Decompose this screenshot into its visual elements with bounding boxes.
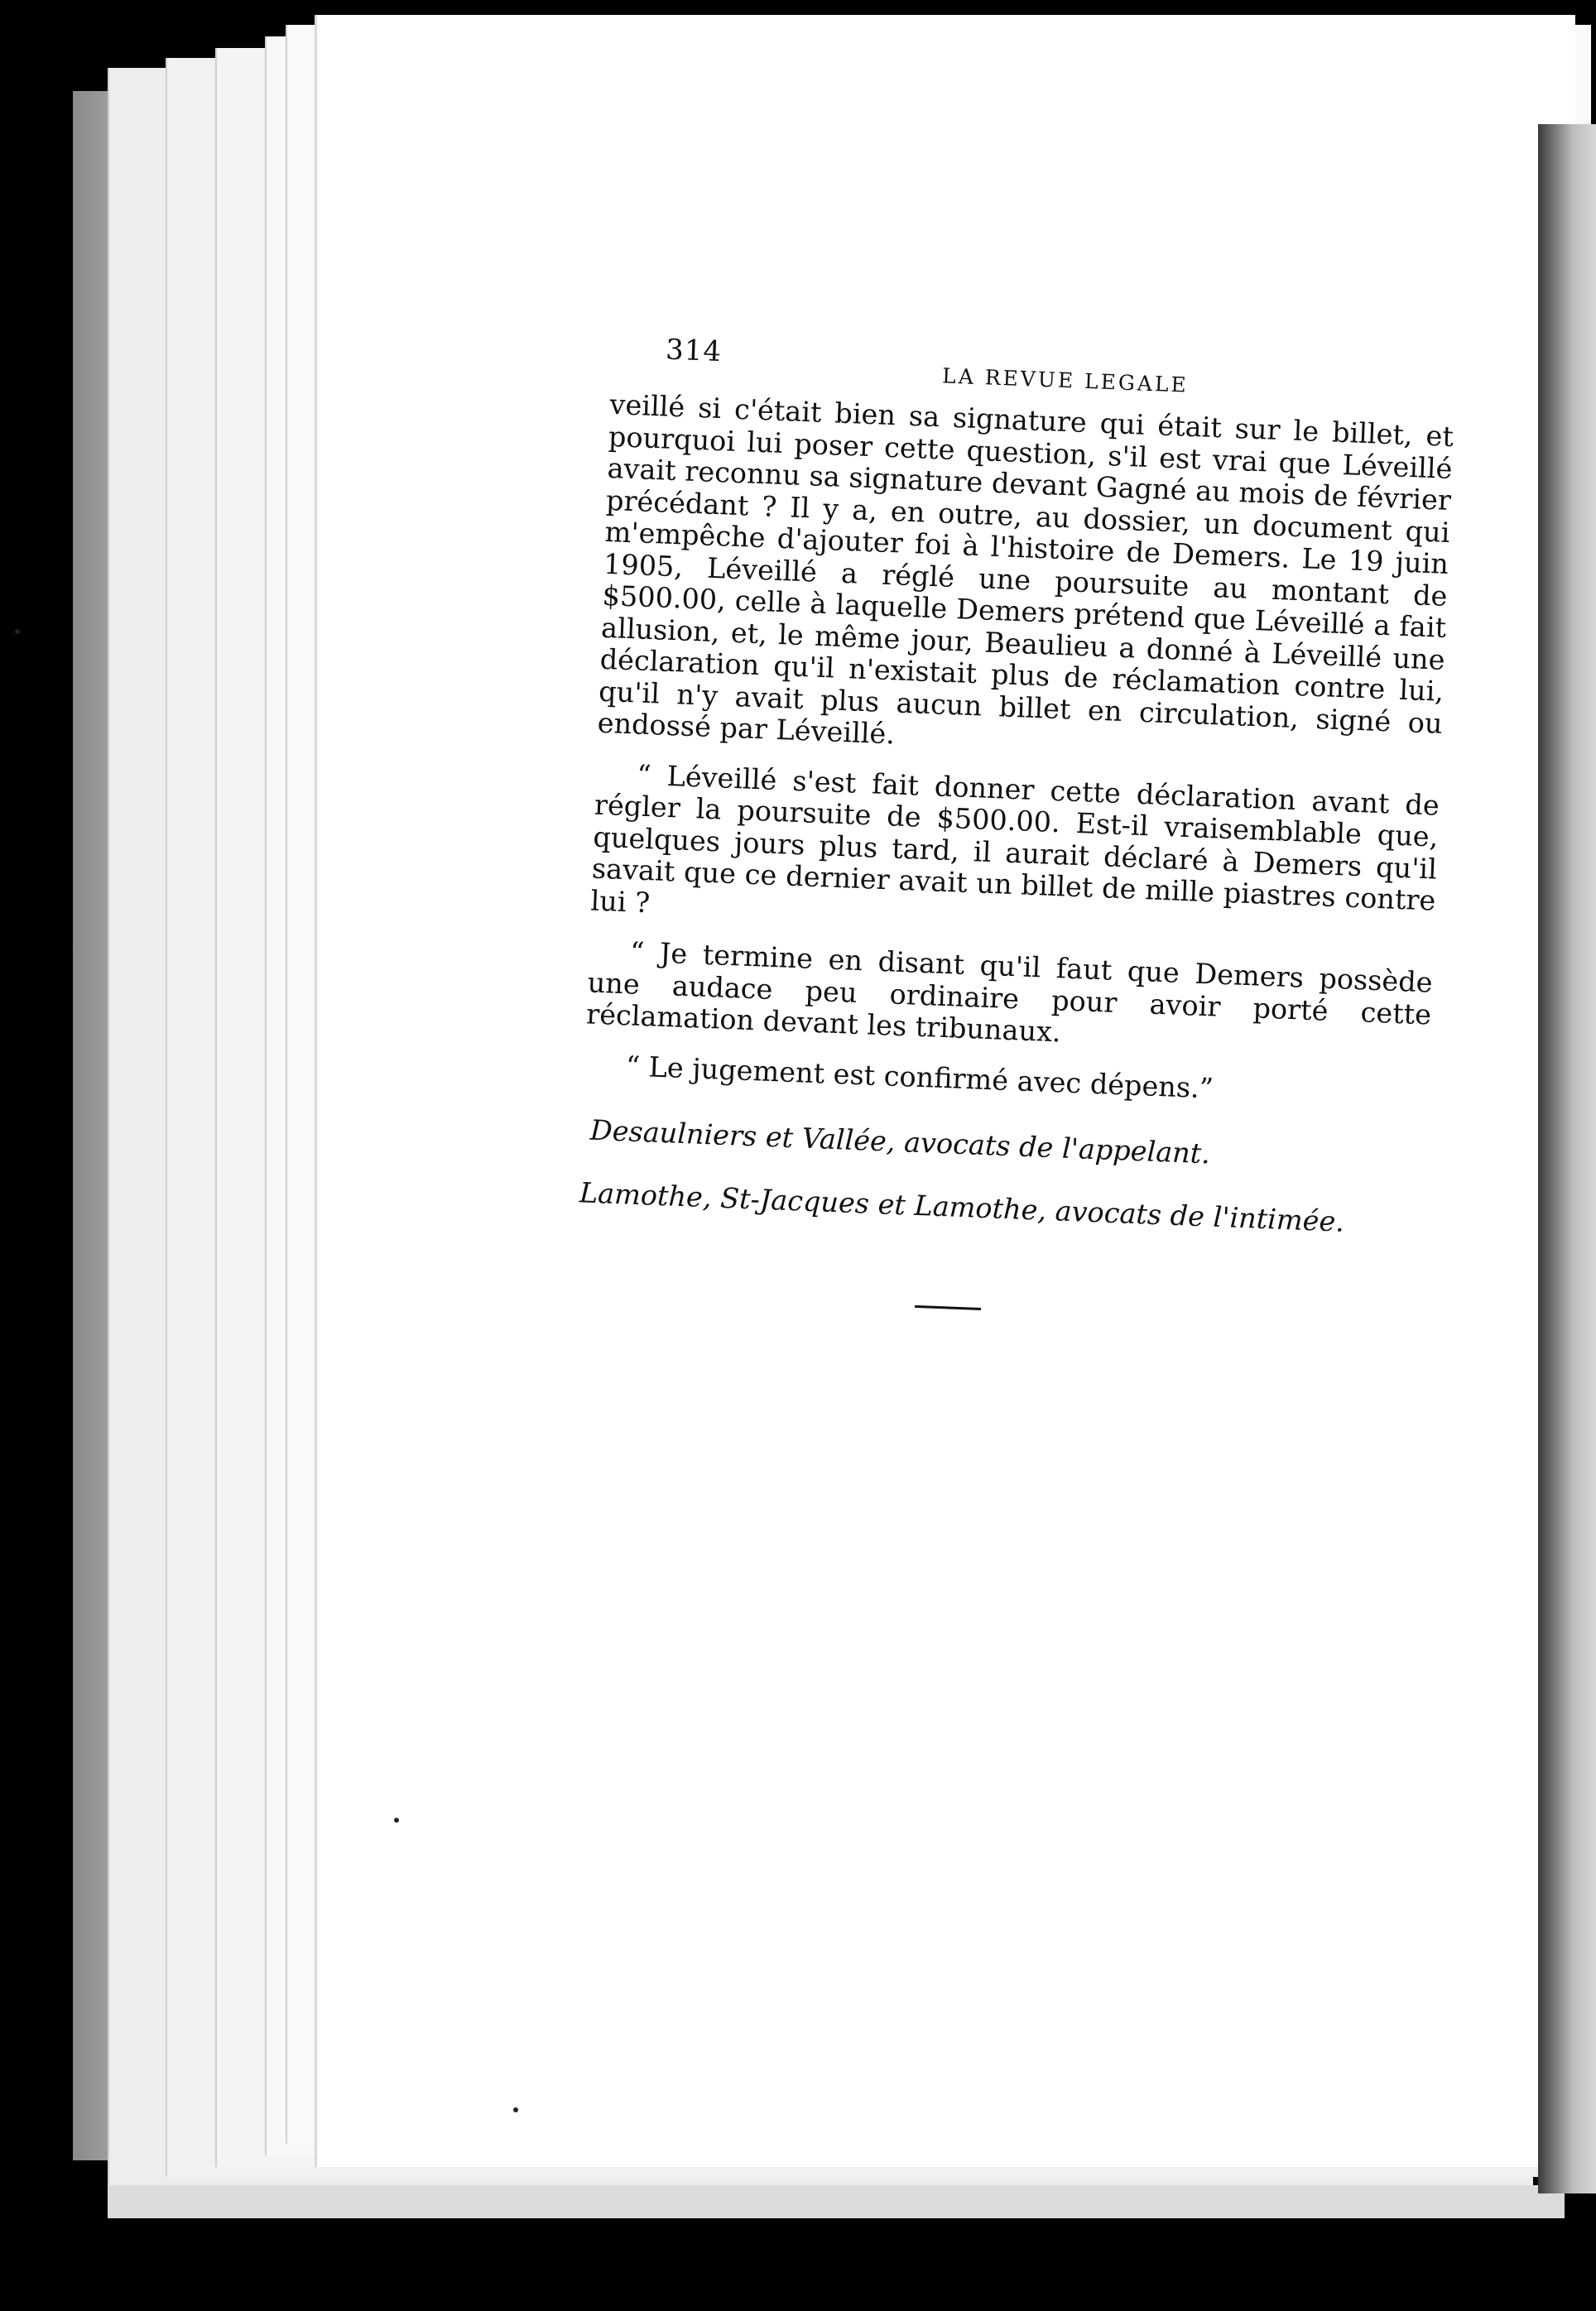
body-paragraph: veillé si c'était bien sa signature qui était sur le billet, et pourquoi lui poser cette question, s'il est vrai que Léveillé avait reconnu sa signature devant Gagné au mois de février précédant ? Il y a, en outre, au dossier, un document qui m'empêche d'ajouter foi à l'histoire de Demers. Le 19 juin 1905, Léveillé a réglé une poursuite au montant de $500.00, celle à laquelle Demers prétend que Léveillé a fait allusion, et, le même jour, Beaulieu a donné à Léveillé une déclaration qu'il n'existait plus de réclamation contre lui, qu'il n'y avait plus aucun billet en circulation, signé ou endossé par Léveillé.	[597, 387, 1454, 751]
page-right-edge-shadow	[1538, 124, 1596, 2193]
body-paragraph: “ Le jugement est confirmé avec dépens.”	[625, 1049, 1214, 1105]
journal-title: LA REVUE LEGALE	[941, 363, 1190, 397]
body-paragraph: “ Je termine en disant qu'il faut que Demers possède une audace peu ordinaire pour avoir porté cette réclamation devant les tribunaux.	[585, 935, 1434, 1049]
page-number: 314	[665, 333, 723, 369]
page-bottom-edge	[108, 2185, 1565, 2218]
scan-speck	[15, 629, 20, 634]
respondent-counsel: Lamothe, St-Jacques et Lamothe, avocats de l'intimée.	[579, 1176, 1345, 1238]
body-paragraph: “ Léveillé s'est fait donner cette déclaration avant de régler la poursuite de $500.00. Est-il vraisemblable que, quelques jours plus tard, il aurait déclaré à Demers qu'il savait que ce dernier avait un billet de mille piastres contre lui ?	[589, 758, 1440, 919]
scan-speck	[513, 2107, 518, 2112]
scan-speck	[394, 1818, 399, 1823]
page-text-block	[575, 331, 1456, 1327]
appellant-counsel: Desaulniers et Vallée, avocats de l'appelant.	[589, 1113, 1211, 1170]
